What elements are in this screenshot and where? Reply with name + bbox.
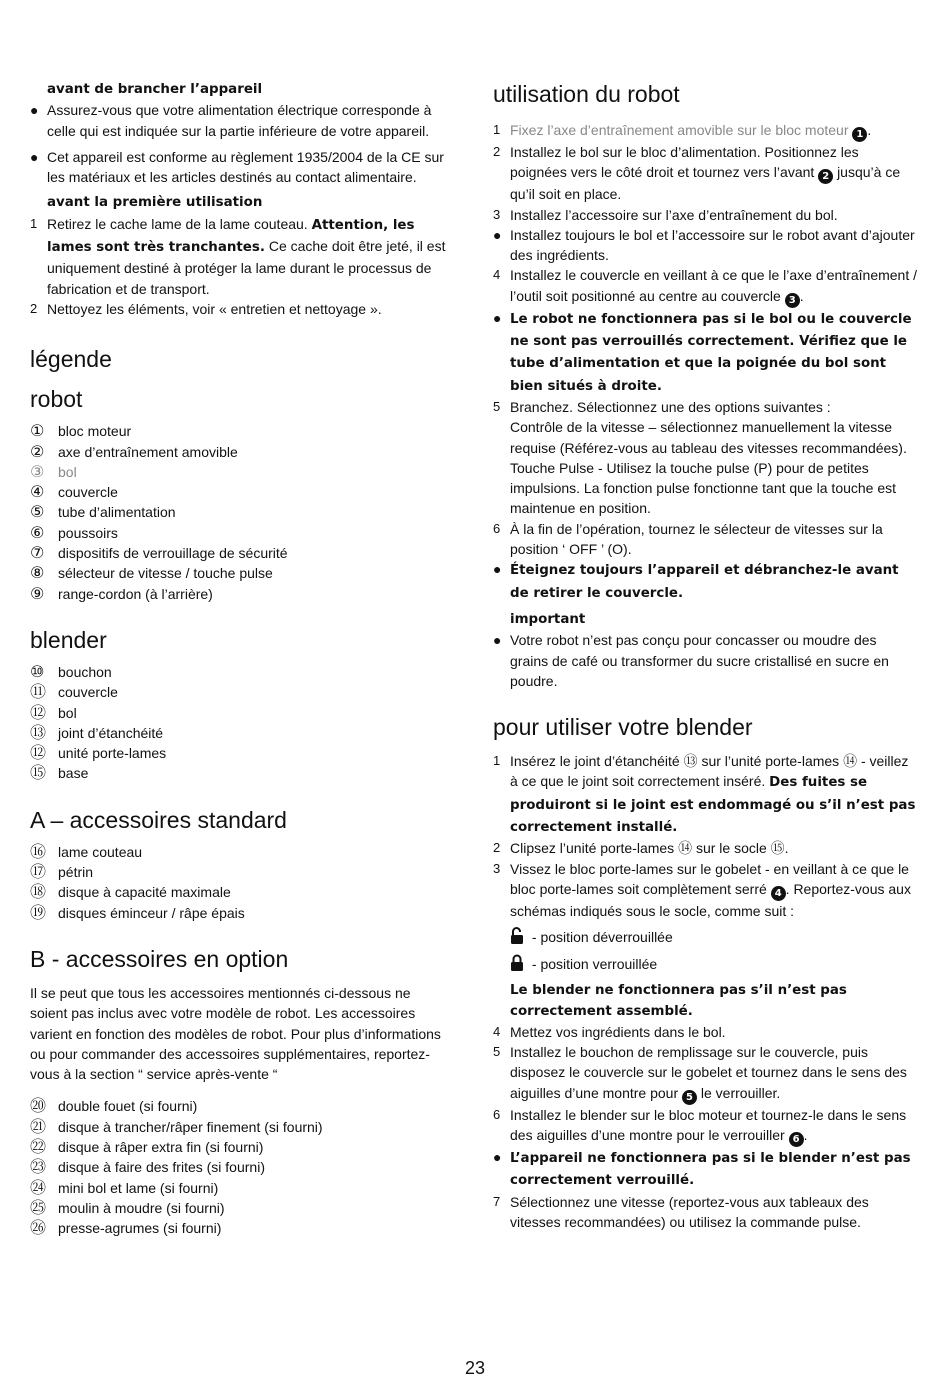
legend-item xyxy=(30,482,450,502)
step-text: . xyxy=(784,840,789,857)
legend-number: ⑲ xyxy=(30,902,47,922)
legend-number: ⑨ xyxy=(30,583,45,603)
heading-utiliser-blender: pour utiliser votre blender xyxy=(493,714,753,741)
legend-number: ⑧ xyxy=(30,563,45,583)
step-text: Installez le blender sur le bloc moteur et tournez-le dans le sens des aiguilles d’une montre pour le verrouiller xyxy=(510,1106,907,1143)
heading-legende: légende xyxy=(30,346,112,373)
step-item xyxy=(493,120,918,142)
step-text: Sélectionnez une vitesse (reportez-vous aux tableaux des vitesses recommandées) ou utilisez la commande pulse. xyxy=(510,1193,869,1230)
heading-robot: robot xyxy=(30,386,83,413)
step-text: Retirez le cache lame de la lame couteau. xyxy=(47,215,308,232)
legend-number: ㉖ xyxy=(30,1218,47,1238)
legend-item xyxy=(30,1218,450,1238)
legend-label: bol xyxy=(58,704,77,721)
bullet-item xyxy=(30,100,450,141)
legend-item xyxy=(30,502,450,522)
legend-label: joint d’étanchéité xyxy=(58,724,164,741)
step-text: Installez le couvercle en veillant à ce que le l’axe d’entraînement / l’outil soit positionné au centre au couvercle xyxy=(510,267,918,304)
step-number: 6 xyxy=(493,520,501,536)
step-text: Branchez. Sélectionnez une des options suivantes : xyxy=(510,398,831,415)
legend-number: ⑯ xyxy=(30,841,47,861)
warning-text: L’appareil ne fonctionnera pas si le blender n’est pas correctement verrouillé. xyxy=(510,1150,911,1189)
step-circle-number: 5 xyxy=(682,1090,697,1105)
legend-item xyxy=(30,1117,450,1137)
legend-label: pétrin xyxy=(58,864,94,881)
heading-accessoires-standard: A – accessoires standard xyxy=(30,806,287,833)
legend-item xyxy=(30,662,450,682)
legend-item xyxy=(30,862,450,882)
step-item xyxy=(493,838,918,858)
part-number: ⑬ xyxy=(683,753,698,770)
blender-parts-list xyxy=(30,662,450,784)
legend-label: couvercle xyxy=(58,484,118,501)
legend-number: ㉒ xyxy=(30,1136,47,1156)
legend-number: ⑳ xyxy=(30,1096,47,1116)
step-circle-number: 2 xyxy=(818,169,833,184)
legend-label: sélecteur de vitesse / touche pulse xyxy=(58,565,273,582)
robot-parts-list xyxy=(30,421,450,604)
legend-label: disque à râper extra fin (si fourni) xyxy=(58,1138,264,1155)
unlock-position-row xyxy=(510,927,918,954)
bullet-text: Assurez-vous que votre alimentation électrique corresponde à celle qui est indiquée sur la partie inférieure de votre appareil. xyxy=(47,102,432,139)
step-text: Installez le bol sur le bloc d’alimentation. Positionnez les poignées vers le côté droit et tournez vers l’avant xyxy=(510,144,859,181)
legend-item xyxy=(30,763,450,783)
legend-number: ③ xyxy=(30,461,45,481)
legend-number: ⑫ xyxy=(30,743,47,763)
bullet-icon: ● xyxy=(493,561,502,578)
lock-position-row xyxy=(510,954,918,981)
legend-item xyxy=(30,842,450,862)
legend-item xyxy=(30,563,450,583)
legend-item xyxy=(30,703,450,723)
legend-number: ⑱ xyxy=(30,882,47,902)
step-number: 1 xyxy=(493,122,501,137)
warning-text: Le robot ne fonctionnera pas si le bol ou le couvercle ne sont pas verrouillés correctement. Vérifiez que le tube d’alimentation et que la poignée du bol sont bien situés à droite. xyxy=(510,311,912,394)
optional-accessories-intro: Il se peut que tous les accessoires mentionnés ci-dessous ne soient pas inclus avec votre modèle de robot. Les accessoires varient en fonction des modèles de robot. Pour plus d’informations ou pour commander des accessoires supplémentaires, reportez-vous à la section “ service après-vente “ xyxy=(30,984,441,1083)
legend-number: ㉑ xyxy=(30,1116,47,1136)
bullet-icon: ● xyxy=(493,309,502,326)
step-circle-number: 4 xyxy=(771,886,786,901)
step-text: . xyxy=(803,1126,808,1143)
heading-premiere-utilisation: avant la première utilisation xyxy=(47,195,263,211)
legend-label: tube d’alimentation xyxy=(58,504,176,521)
step-text: jusqu’à ce qu’il soit en place. xyxy=(510,164,901,203)
step-item xyxy=(493,1105,918,1147)
legend-item xyxy=(30,882,450,902)
legend-item xyxy=(30,903,450,923)
legend-number: ④ xyxy=(30,482,45,502)
left-column xyxy=(30,80,450,1238)
legend-number: ⑪ xyxy=(30,682,47,702)
step-text: Installez le bouchon de remplissage sur le couvercle, puis disposez le couvercle sur le gobelet et tournez dans le sens des aiguilles d’une montre pour xyxy=(510,1044,907,1101)
blender-warning: Le blender ne fonctionnera pas s’il n’est pas correctement assemblé. xyxy=(510,983,847,1019)
step-item xyxy=(493,1022,918,1042)
page-number: 23 xyxy=(464,1358,486,1378)
legend-label: presse-agrumes (si fourni) xyxy=(58,1220,222,1237)
bullet-icon: ● xyxy=(493,632,502,649)
step-text: Clipsez l’unité porte-lames xyxy=(510,840,675,857)
legend-number: ㉓ xyxy=(30,1157,47,1177)
bullet-text: Cet appareil est conforme au règlement 1935/2004 de la CE sur les matériaux et les articles destinés au contact alimentaire. xyxy=(47,148,444,186)
legend-label: lame couteau xyxy=(58,843,143,860)
step-item xyxy=(493,205,918,225)
step-text: Ce cache doit être jeté, il est uniquement destiné à protéger la lame durant le processus de fabrication et de transport. xyxy=(47,238,446,297)
legend-number: ① xyxy=(30,421,45,441)
step-number: 2 xyxy=(30,300,38,316)
optional-accessories-list xyxy=(30,1096,450,1238)
step-text: le verrouiller. xyxy=(700,1084,781,1101)
warning-text: Attention, les lames sont très tranchantes. xyxy=(47,217,415,256)
legend-item xyxy=(30,1157,450,1177)
unlock-label: - position déverrouillée xyxy=(531,929,673,946)
legend-item xyxy=(30,1198,450,1218)
step-text: . xyxy=(799,287,804,304)
step-text: Touche Pulse - Utilisez la touche pulse (P) pour de petites impulsions. La fonction pulse fonctionne tant que la touche est maintenue en position. xyxy=(510,459,897,517)
step-text: Vissez le bloc porte-lames sur le gobelet - en veillant à ce que le bloc porte-lames soit complètement serré xyxy=(510,860,909,897)
legend-label: poussoirs xyxy=(58,524,118,541)
step-circle-number: 3 xyxy=(785,293,800,308)
step-item xyxy=(493,265,918,307)
legend-item xyxy=(30,523,450,543)
heading-utilisation-robot: utilisation du robot xyxy=(493,81,680,107)
step-number: 3 xyxy=(493,860,501,876)
legend-label: bloc moteur xyxy=(58,423,132,440)
step-text: . xyxy=(867,122,872,138)
legend-label: range-cordon (à l’arrière) xyxy=(58,585,213,602)
step-item xyxy=(30,299,450,319)
step-number: 2 xyxy=(493,840,501,856)
step-text: Nettoyez les éléments, voir « entretien et nettoyage ». xyxy=(47,300,382,317)
legend-number: ⑥ xyxy=(30,522,45,542)
part-number: ⑮ xyxy=(770,840,785,857)
step-number: 4 xyxy=(493,1023,501,1039)
legend-label: axe d’entraînement amovible xyxy=(58,443,238,460)
step-item xyxy=(493,1192,918,1233)
bullet-icon: ● xyxy=(30,148,39,165)
heading-accessoires-option: B - accessoires en option xyxy=(30,945,289,972)
step-item xyxy=(493,751,918,838)
legend-item xyxy=(30,1178,450,1198)
legend-label: disques éminceur / râpe épais xyxy=(58,904,245,921)
legend-item xyxy=(30,543,450,563)
step-circle-number: 1 xyxy=(852,127,867,142)
bullet-icon: ● xyxy=(30,102,39,119)
locked-padlock-icon xyxy=(510,954,528,976)
legend-item xyxy=(30,462,450,482)
legend-label: unité porte-lames xyxy=(58,745,167,762)
bullet-item xyxy=(493,559,918,604)
step-item xyxy=(493,859,918,922)
legend-label: bol xyxy=(58,463,77,480)
step-number: 2 xyxy=(493,144,501,159)
step-number: 5 xyxy=(493,398,501,414)
step-text: . Reportez-vous aux schémas indiqués sous le socle, comme suit : xyxy=(510,880,911,919)
bullet-text: Installez toujours le bol et l’accessoire sur le robot avant d’ajouter des ingrédients. xyxy=(510,226,915,264)
legend-number: ⑤ xyxy=(30,502,45,522)
legend-number: ⑦ xyxy=(30,543,45,563)
part-number: ⑭ xyxy=(843,753,858,770)
legend-label: disque à capacité maximale xyxy=(58,884,231,901)
step-text: sur l’unité porte-lames xyxy=(701,753,840,770)
legend-number: ⑰ xyxy=(30,862,47,882)
bullet-item xyxy=(493,308,918,397)
step-item xyxy=(493,519,918,560)
legend-item xyxy=(30,743,450,763)
step-number: 3 xyxy=(493,206,501,222)
warning-text: Des fuites se produiront si le joint est endommagé ou s’il n’est pas correctement installé. xyxy=(510,775,916,836)
step-number: 1 xyxy=(493,753,501,769)
legend-item xyxy=(30,584,450,604)
legend-label: disque à trancher/râper finement (si fourni) xyxy=(58,1118,323,1135)
legend-label: couvercle xyxy=(58,684,118,701)
step-number: 4 xyxy=(493,267,501,283)
bullet-item xyxy=(493,225,918,266)
legend-item xyxy=(30,1137,450,1157)
legend-item xyxy=(30,421,450,441)
step-text: Fixez l’axe d’entraînement amovible sur le bloc moteur xyxy=(510,122,849,138)
heading-blender: blender xyxy=(30,626,107,653)
legend-label: double fouet (si fourni) xyxy=(58,1098,198,1115)
legend-number: ② xyxy=(30,441,45,461)
step-text: Installez l’accessoire sur l’axe d’entraînement du bol. xyxy=(510,206,838,223)
step-number: 5 xyxy=(493,1044,501,1060)
step-item xyxy=(493,1042,918,1105)
legend-label: mini bol et lame (si fourni) xyxy=(58,1179,219,1196)
step-text: Mettez vos ingrédients dans le bol. xyxy=(510,1023,726,1040)
right-column xyxy=(493,80,918,1232)
legend-number: ㉕ xyxy=(30,1197,47,1217)
step-text: Contrôle de la vitesse – sélectionnez manuellement la vitesse requise (Référez-vous au tableau des vitesses recommandées). xyxy=(510,419,907,456)
step-number: 6 xyxy=(493,1106,501,1122)
legend-label: moulin à moudre (si fourni) xyxy=(58,1199,225,1216)
legend-number: ⑬ xyxy=(30,722,47,742)
legend-label: bouchon xyxy=(58,663,112,680)
legend-number: ⑫ xyxy=(30,702,47,722)
legend-label: dispositifs de verrouillage de sécurité xyxy=(58,545,288,562)
bullet-item xyxy=(493,630,918,691)
legend-number: ㉔ xyxy=(30,1177,47,1197)
step-number: 1 xyxy=(30,215,38,231)
legend-item xyxy=(30,1096,450,1116)
bullet-text: Votre robot n’est pas conçu pour concasser ou moudre des grains de café ou transformer du sucre cristallisé en sucre en poudre. xyxy=(510,632,889,689)
step-item xyxy=(30,214,450,299)
legend-item xyxy=(30,682,450,702)
step-text: À la fin de l’opération, tournez le sélecteur de vitesses sur la position ‘ OFF ’ (O). xyxy=(510,520,883,558)
legend-number: ⑩ xyxy=(30,661,45,681)
step-number: 7 xyxy=(493,1193,501,1209)
step-text: Insérez le joint d’étanchéité xyxy=(510,753,680,770)
unlocked-padlock-icon xyxy=(510,927,528,949)
step-text: sur le socle xyxy=(695,840,767,857)
heading-avant-brancher: avant de brancher l’appareil xyxy=(47,82,263,97)
heading-important: important xyxy=(510,611,586,627)
bullet-item xyxy=(493,1147,918,1192)
legend-number: ⑮ xyxy=(30,763,47,783)
legend-item xyxy=(30,442,450,462)
bullet-item xyxy=(30,147,450,188)
step-text: - veillez à ce que le joint soit correctement inséré. xyxy=(510,753,909,790)
legend-label: base xyxy=(58,765,89,782)
warning-text: Éteignez toujours l’appareil et débranchez-le avant de retirer le couvercle. xyxy=(510,563,899,601)
step-circle-number: 6 xyxy=(789,1132,804,1147)
legend-item xyxy=(30,723,450,743)
standard-accessories-list xyxy=(30,842,450,923)
lock-label: - position verrouillée xyxy=(531,956,658,973)
bullet-icon: ● xyxy=(493,1148,502,1165)
step-item xyxy=(493,142,918,205)
step-item xyxy=(493,397,918,519)
part-number: ⑭ xyxy=(678,840,693,857)
bullet-icon: ● xyxy=(493,226,502,243)
legend-label: disque à faire des frites (si fourni) xyxy=(58,1159,265,1176)
